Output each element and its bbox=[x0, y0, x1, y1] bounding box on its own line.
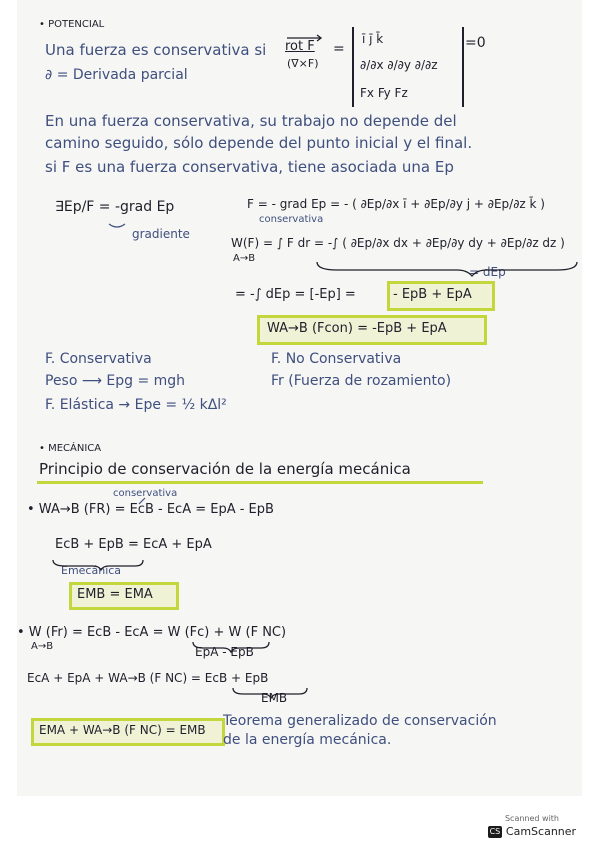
work-conservative-result: WA→B (Fcon) = -EpB + EpA bbox=[267, 321, 447, 336]
mechanical-energy-equality: EMB = EMA bbox=[77, 587, 153, 602]
conservative-title: F. Conservativa bbox=[45, 351, 152, 367]
camscanner-logo-icon: CS bbox=[489, 826, 501, 836]
gradiente-label: gradiente bbox=[132, 227, 190, 241]
nonconservative-title: F. No Conservativa bbox=[271, 351, 402, 367]
rot-vector-arrow bbox=[287, 35, 321, 41]
scanner-watermark bbox=[477, 814, 587, 838]
friction-work-limits: A→B bbox=[31, 641, 54, 652]
emb-underbrace bbox=[233, 688, 307, 698]
dep-underbrace bbox=[317, 262, 577, 279]
force-gradient-equation: F = - grad Ep = - ( ∂Ep/∂x ī + ∂Ep/∂y j + ∂Ep/∂z k̄ ) bbox=[247, 197, 545, 211]
camscanner-brand: CamScanner bbox=[505, 825, 577, 838]
det-row-3: Fx Fy Fz bbox=[360, 86, 408, 100]
ep-brace-label: EpA - EpB bbox=[195, 645, 254, 659]
handwritten-marks bbox=[17, 0, 582, 796]
ep-difference-result: - EpB + EpA bbox=[393, 287, 472, 302]
section-heading-mecanica: • MECÁNICA bbox=[39, 443, 102, 454]
exists-grad: ∃Ep/F = -grad Ep bbox=[55, 199, 175, 215]
theorem-equation: EMA + WA→B (F NC) = EMB bbox=[39, 723, 206, 737]
energy-sum-equation: EcB + EpB = EcA + EpA bbox=[55, 537, 212, 552]
emecanica-label: Emecánica bbox=[61, 564, 122, 577]
work-integral-equation: W(F) = ∫ F dr = -∫ ( ∂Ep/∂x dx + ∂Ep/∂y dy + ∂Ep/∂z dz ) bbox=[231, 236, 565, 250]
nonconservative-example-friction: Fr (Fuerza de rozamiento) bbox=[271, 373, 452, 389]
conservative-condition-text: Una fuerza es conservativa si bbox=[45, 41, 267, 59]
conservative-example-elastic: F. Elástica → Epe = ½ kΔl² bbox=[45, 397, 227, 413]
principle-title: Principio de conservación de la energía mecánica bbox=[39, 460, 411, 478]
det-row-1: ī j̄ k̄ bbox=[362, 32, 384, 46]
energy-work-equation: EcA + EpA + WA→B (F NC) = EcB + EpB bbox=[27, 671, 269, 685]
scanned-with-text: Scanned with bbox=[504, 814, 560, 823]
emec-underbrace bbox=[53, 560, 143, 570]
work-kinetic-equation: • WA→B (FR) = EcB - EcA = EpA - EpB bbox=[27, 502, 274, 517]
conservative-example-weight: Peso ⟶ Epg = mgh bbox=[45, 373, 186, 389]
paragraph-line-3: si F es una fuerza conservativa, tiene asociada una Ep bbox=[45, 158, 454, 176]
integral-dep-equation: = -∫ dEp = [-Ep] = bbox=[235, 287, 356, 302]
paragraph-line-2: camino seguido, sólo depende del punto inicial y el final. bbox=[45, 134, 473, 152]
section-heading-potencial: • POTENCIAL bbox=[39, 19, 105, 30]
conservativa-note: conservativa bbox=[259, 214, 324, 225]
conservativa-pointer bbox=[139, 498, 145, 504]
conservativa-note-2: conservativa bbox=[113, 488, 178, 499]
theorem-line-1: Teorema generalizado de conservación bbox=[223, 713, 497, 729]
work-integral-limits: A→B bbox=[233, 253, 256, 264]
paragraph-line-1: En una fuerza conservativa, su trabajo no depende del bbox=[45, 112, 457, 130]
det-row-2: ∂/∂x ∂/∂y ∂/∂z bbox=[360, 58, 438, 72]
partial-definition: ∂ = Derivada parcial bbox=[45, 67, 188, 83]
rot-f: rot F bbox=[285, 39, 315, 54]
notebook-page bbox=[17, 0, 582, 796]
grad-underbrace bbox=[109, 224, 125, 227]
emb-brace-label: EMB bbox=[261, 691, 288, 705]
rot-nabla: (∇×F) bbox=[287, 57, 319, 70]
dep-brace-label: = dEp bbox=[469, 265, 506, 279]
theorem-line-2: de la energía mecánica. bbox=[223, 732, 392, 748]
rot-equals: = bbox=[333, 41, 345, 57]
friction-work-equation: • W (Fr) = EcB - EcA = W (Fc) + W (F NC) bbox=[17, 625, 287, 640]
det-zero: =0 bbox=[465, 35, 486, 51]
ep-underbrace bbox=[193, 642, 269, 652]
